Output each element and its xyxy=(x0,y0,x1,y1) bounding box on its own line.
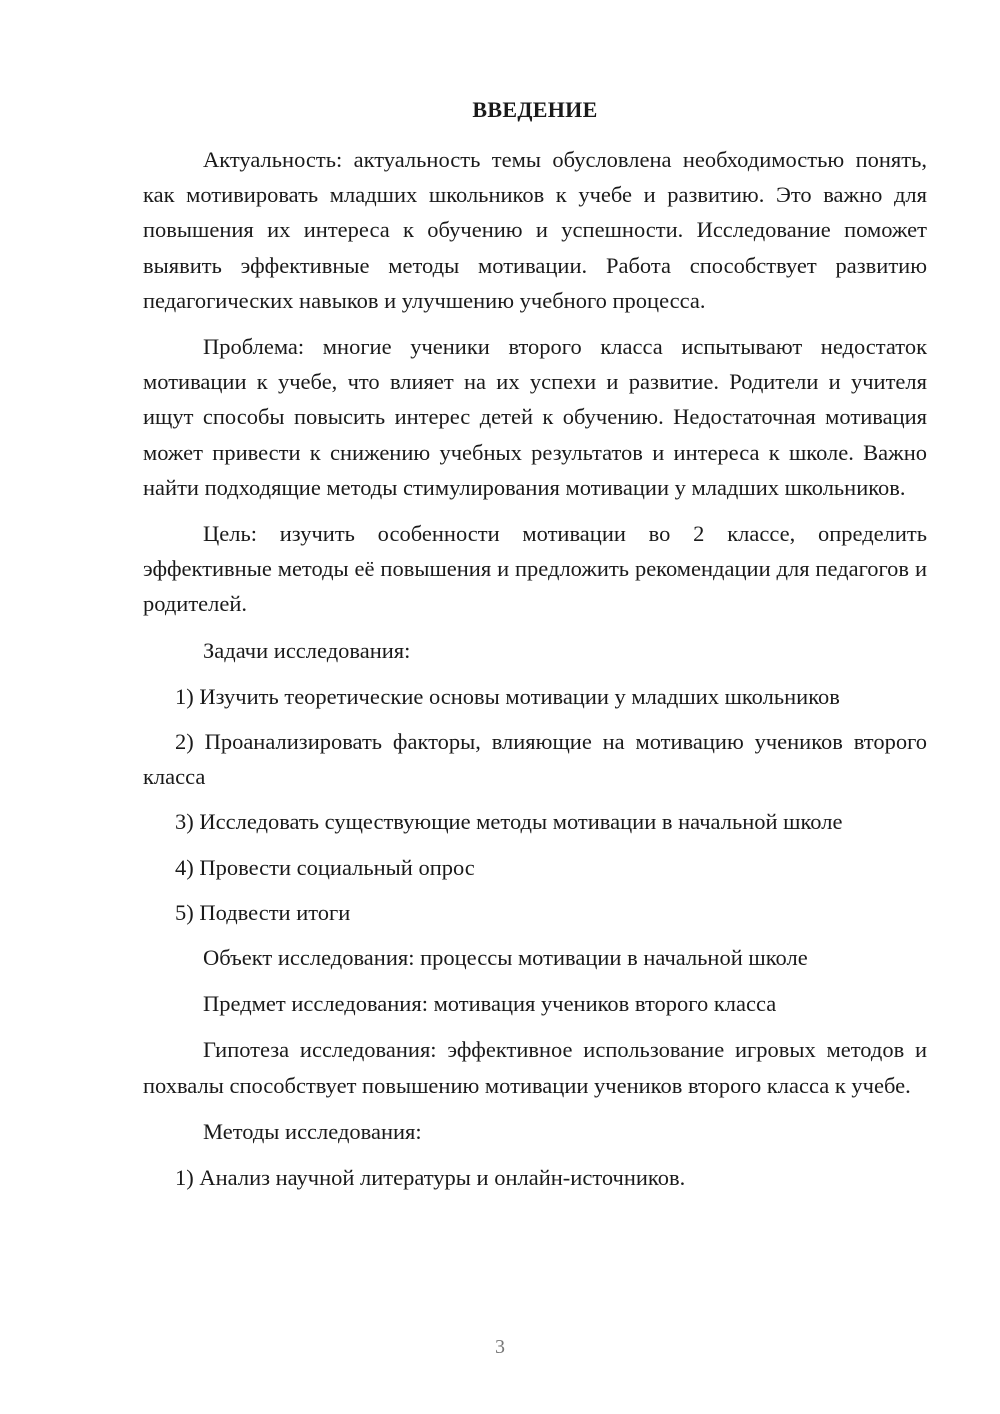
hypothesis-paragraph: Гипотеза исследования: эффективное использование игровых методов и похвалы способствует повышению мотивации учеников второго класса к учебе. xyxy=(143,1037,927,1098)
relevance-paragraph: Актуальность: актуальность темы обусловлена необходимостью понять, как мотивировать младших школьников к учебе и развитию. Это важно для повышения их интереса к обучению и успешности. Исследование поможет выявить эффективные методы мотивации. Работа способствует развитию педагогических навыков и улучшению учебного процесса. xyxy=(143,147,927,313)
methods-heading: Методы исследования: xyxy=(203,1118,422,1144)
object-paragraph: Объект исследования: процессы мотивации в начальной школе xyxy=(203,945,808,971)
task-item: 5) Подвести итоги xyxy=(175,899,351,925)
page-content xyxy=(143,96,927,1205)
method-item: 1) Анализ научной литературы и онлайн-источников. xyxy=(175,1165,686,1191)
subject-paragraph: Предмет исследования: мотивация учеников второго класса xyxy=(203,991,777,1017)
problem-paragraph: Проблема: многие ученики второго класса испытывают недостаток мотивации к учебе, что влияет на их успехи и развитие. Родители и учителя ищут способы повысить интерес детей к обучению. Недостаточная мотивация может привести к снижению учебных результатов и интереса к школе. Важно найти подходящие методы стимулирования мотивации у младших школьников. xyxy=(143,334,927,500)
task-item: 3) Исследовать существующие методы мотивации в начальной школе xyxy=(175,809,843,835)
task-item: 2) Проанализировать факторы, влияющие на мотивацию учеников второго класса xyxy=(143,729,927,790)
task-item: 1) Изучить теоретические основы мотивации у младших школьников xyxy=(175,683,840,709)
page-number: 3 xyxy=(495,1336,505,1358)
section-title: ВВЕДЕНИЕ xyxy=(472,97,598,122)
tasks-heading: Задачи исследования: xyxy=(203,637,411,663)
task-item: 4) Провести социальный опрос xyxy=(175,854,475,880)
goal-paragraph: Цель: изучить особенности мотивации во 2 классе, определить эффективные методы её повышения и предложить рекомендации для педагогов и родителей. xyxy=(143,521,927,617)
